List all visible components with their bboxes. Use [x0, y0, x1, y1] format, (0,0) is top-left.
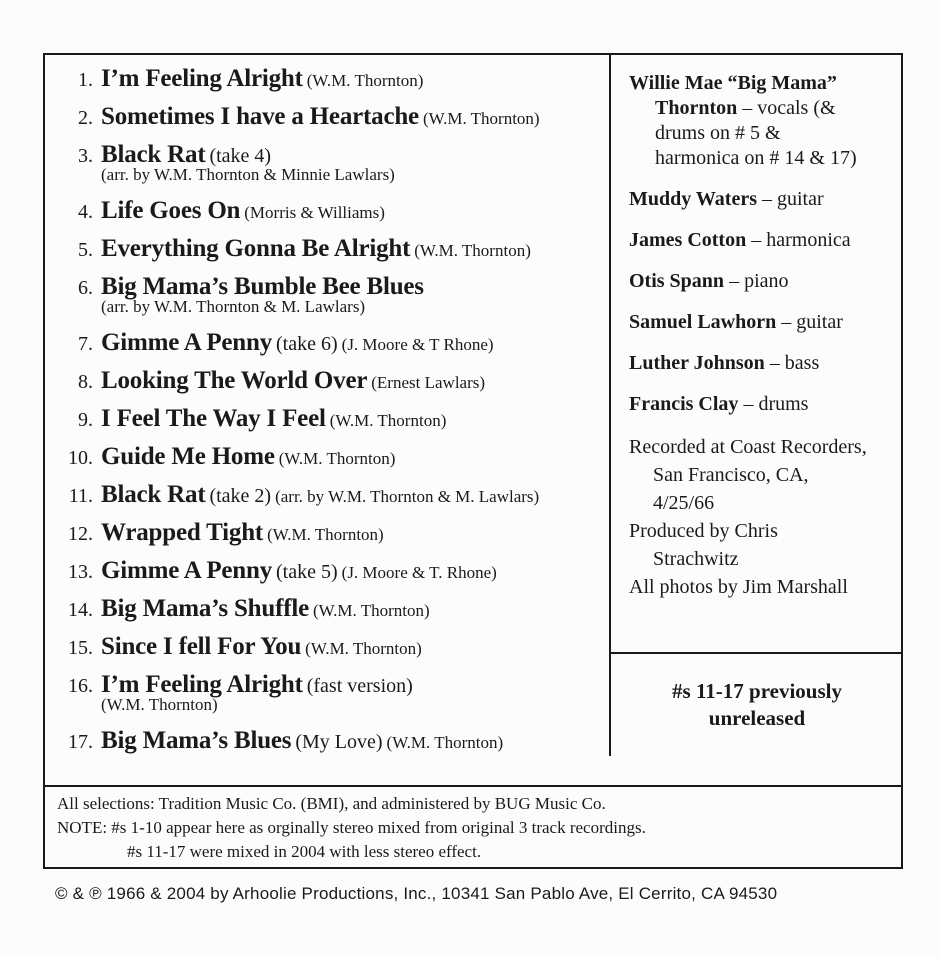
track-number: 8. [78, 371, 93, 393]
musician [629, 187, 903, 212]
musician [629, 392, 903, 417]
personnel-panel [609, 55, 903, 756]
track-credit: (arr. by W.M. Thornton & M. Lawlars) [275, 487, 540, 506]
track-body [95, 65, 423, 93]
track-credit: (Morris & Williams) [244, 203, 385, 222]
track-title: Looking The World Over [101, 367, 368, 394]
track-item [45, 367, 613, 405]
track-credit: (W.M. Thornton) [312, 601, 430, 620]
musician-name: James Cotton [629, 229, 747, 251]
track-body [95, 595, 430, 623]
track-body [95, 273, 424, 317]
track-list [45, 65, 613, 767]
track-title: I’m Feeling Alright [101, 671, 303, 698]
track-title: I’m Feeling Alright [101, 65, 303, 92]
musician-role-detail: harmonica on # 14 & 17) [655, 147, 857, 169]
track-credit: (W.M. Thornton) [306, 71, 424, 90]
track-note: (take 6) [276, 333, 338, 355]
musician-role: – piano [729, 270, 789, 292]
track-item [45, 405, 613, 443]
track-body [95, 405, 446, 433]
track-item [45, 141, 613, 197]
track-number: 9. [78, 409, 93, 431]
track-number: 13. [68, 561, 93, 583]
track-body [95, 141, 395, 185]
track-number: 7. [78, 333, 93, 355]
track-note: (take 4) [209, 145, 272, 167]
recording-location: San Francisco, CA, [653, 464, 809, 486]
musician-role: – guitar [761, 188, 824, 210]
track-item [45, 519, 613, 557]
track-note: (My Love) [295, 731, 383, 753]
track-note: (take 2) [209, 485, 272, 507]
musician [629, 310, 903, 335]
track-number: 3. [78, 145, 93, 167]
musician-name: Otis Spann [629, 270, 725, 292]
musician-name: Luther Johnson [629, 352, 765, 374]
track-credit: (W.M. Thornton) [414, 241, 531, 260]
musician-name: Muddy Waters [629, 188, 757, 210]
musician [629, 269, 903, 294]
track-title: Gimme A Penny [101, 557, 273, 584]
track-body [95, 367, 485, 395]
track-title: Sometimes I have a Heartache [101, 103, 419, 130]
track-body [95, 235, 531, 263]
track-number: 6. [78, 277, 93, 299]
track-item [45, 103, 613, 141]
selections-note: All selections: Tradition Music Co. (BMI), and administered by BUG Music Co. [57, 794, 606, 813]
track-credit: (J. Moore & T Rhone) [341, 335, 494, 354]
divider [45, 785, 901, 787]
track-number: 5. [78, 239, 93, 261]
track-number: 4. [78, 201, 93, 223]
track-number: 17. [68, 731, 93, 753]
track-number: 1. [78, 69, 93, 91]
track-title: Wrapped Tight [101, 519, 264, 546]
musician-name: Francis Clay [629, 393, 739, 415]
recording-info [611, 433, 903, 601]
track-number: 16. [68, 675, 93, 697]
musician-name: Samuel Lawhorn [629, 311, 777, 333]
recording-date: 4/25/66 [653, 492, 715, 514]
track-body [95, 197, 385, 225]
track-body [95, 443, 395, 471]
track-item [45, 65, 613, 103]
track-item [45, 671, 613, 727]
track-item [45, 197, 613, 235]
track-note: (fast version) [306, 675, 413, 697]
track-body [95, 481, 539, 509]
musician-role: – harmonica [751, 229, 851, 251]
track-note: (take 5) [276, 561, 338, 583]
track-title: Black Rat [101, 141, 206, 168]
track-title: Everything Gonna Be Alright [101, 235, 411, 262]
mix-note-2: #s 11-17 were mixed in 2004 with less stereo effect. [127, 842, 482, 861]
track-body [95, 671, 413, 715]
personnel-list [611, 55, 903, 417]
track-item [45, 727, 613, 767]
musician-role: – guitar [781, 311, 843, 333]
track-number: 15. [68, 637, 93, 659]
musician-role: – drums [743, 393, 809, 415]
track-credit: (W.M. Thornton) [329, 411, 447, 430]
track-credit: (Ernest Lawlars) [371, 373, 486, 392]
track-item [45, 273, 613, 329]
track-credit: (W.M. Thornton) [278, 449, 396, 468]
track-body [95, 519, 384, 547]
track-credit: (W.M. Thornton) [386, 733, 504, 752]
producer-name: Strachwitz [653, 548, 739, 570]
musician [629, 71, 903, 171]
track-title: Life Goes On [101, 197, 241, 224]
musician-role-detail: drums on # 5 & [655, 122, 781, 144]
track-item [45, 633, 613, 671]
track-credit: (W.M. Thornton) [267, 525, 384, 544]
liner-notes-frame [43, 53, 903, 869]
track-title: Big Mama’s Blues [101, 727, 292, 754]
track-item [45, 329, 613, 367]
musician-name: Willie Mae “Big Mama” [629, 72, 837, 94]
musician [629, 228, 903, 253]
track-item [45, 557, 613, 595]
track-number: 14. [68, 599, 93, 621]
track-number: 11. [68, 485, 93, 507]
track-item [45, 481, 613, 519]
track-arrangement: (W.M. Thornton) [101, 695, 218, 714]
photo-credit: All photos by Jim Marshall [629, 576, 848, 598]
track-body [95, 103, 540, 131]
producer: Produced by Chris [629, 520, 778, 542]
track-credit: (J. Moore & T. Rhone) [341, 563, 497, 582]
musician [629, 351, 903, 376]
musician-role: – bass [769, 352, 820, 374]
track-title: Guide Me Home [101, 443, 275, 470]
track-number: 12. [68, 523, 93, 545]
track-number: 10. [68, 447, 93, 469]
track-title: Big Mama’s Bumble Bee Blues [101, 273, 424, 300]
track-title: Big Mama’s Shuffle [101, 595, 309, 622]
track-item [45, 595, 613, 633]
track-credit: (W.M. Thornton) [422, 109, 540, 128]
track-title: Black Rat [101, 481, 206, 508]
track-title: Gimme A Penny [101, 329, 273, 356]
track-item [45, 443, 613, 481]
track-item [45, 235, 613, 273]
track-body [95, 633, 422, 661]
track-body [95, 727, 503, 755]
musician-role: – vocals (& [742, 97, 836, 119]
publishing-notes [57, 792, 646, 864]
track-arrangement: (arr. by W.M. Thornton & Minnie Lawlars) [101, 165, 395, 184]
track-credit: (W.M. Thornton) [305, 639, 422, 658]
recorded-at: Recorded at Coast Recorders, [629, 436, 867, 458]
track-arrangement: (arr. by W.M. Thornton & M. Lawlars) [101, 297, 366, 316]
mix-note-1: NOTE: #s 1-10 appear here as orginally stereo mixed from original 3 track recordings. [57, 818, 646, 837]
track-number: 2. [78, 107, 93, 129]
copyright-line: © & ℗ 1966 & 2004 by Arhoolie Productions, Inc., 10341 San Pablo Ave, El Cerrito, CA 94530 [55, 884, 778, 903]
musician-name-cont: Thornton [655, 97, 738, 119]
track-title: Since I fell For You [101, 633, 302, 660]
unreleased-note: #s 11-17 previously unreleased [611, 652, 903, 756]
track-body [95, 557, 497, 585]
track-title: I Feel The Way I Feel [101, 405, 326, 432]
track-body [95, 329, 494, 357]
